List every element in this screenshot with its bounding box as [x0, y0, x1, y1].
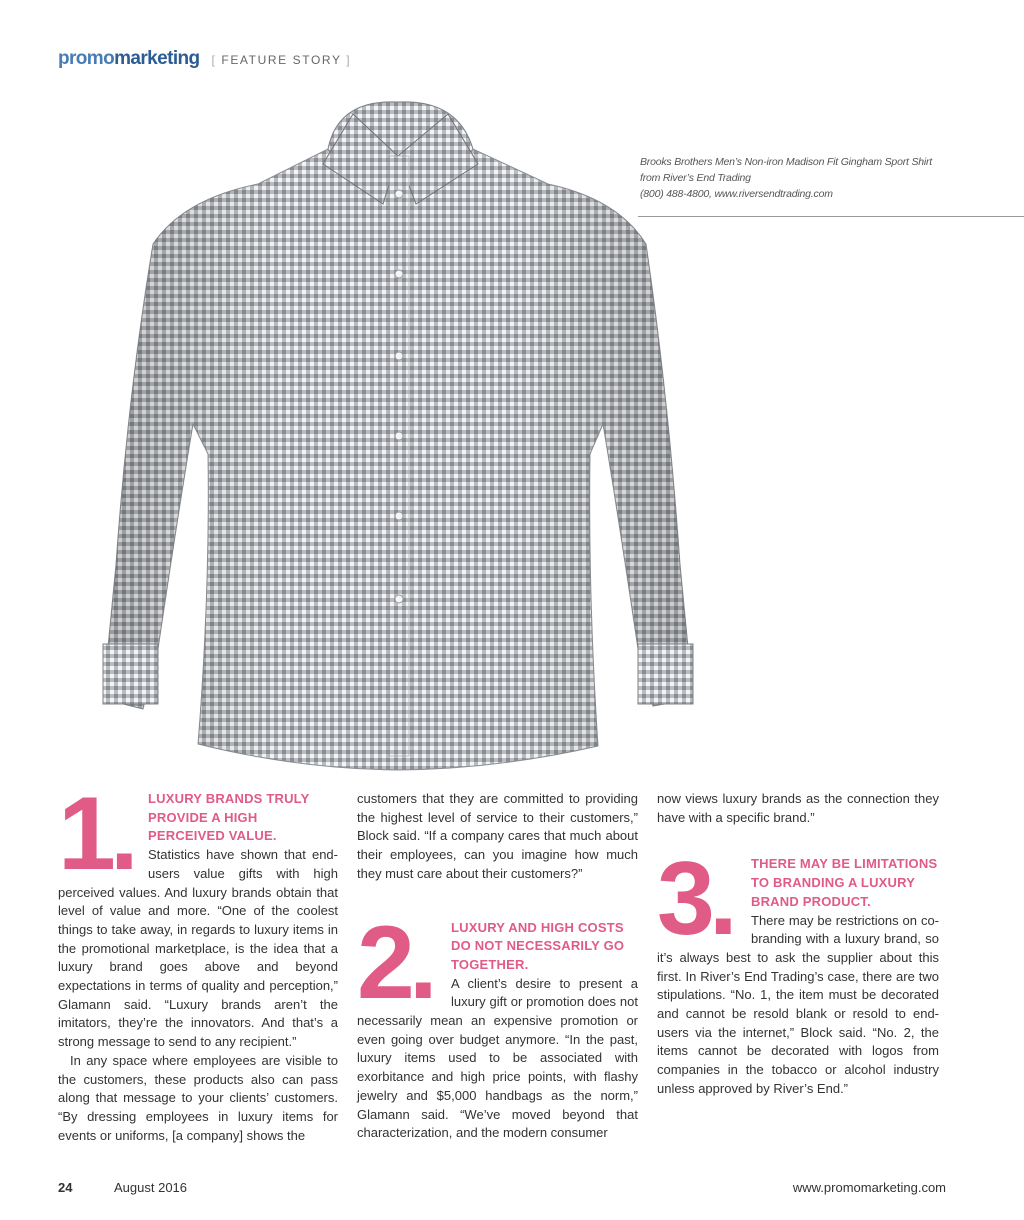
photo-caption — [640, 154, 980, 202]
column-3 — [657, 790, 939, 1099]
section-number-1: 1. — [58, 776, 133, 892]
section-1-paragraph-1: Statistics have shown that end-users value gifts with high perceived values. And luxury brands obtain that level of value and more. “One of the coolest things to take away, in regards to luxury items in the promotional marketplace, is the idea that a luxury brand goes above and beyond expectations in terms of quality and perception,” Glamann said. “Luxury brands aren’t the imitators, they’re the innovators. And that’s a strong message to send to any recipient.” — [58, 847, 338, 1050]
caption-source: from River’s End Trading — [640, 172, 751, 184]
section-number-3: 3. — [657, 841, 732, 958]
issue-date: August 2016 — [114, 1180, 188, 1195]
section-2-continued: now views luxury brands as the connection they have with a specific brand.” — [657, 791, 939, 825]
page-number: 24 — [58, 1180, 73, 1195]
section-heading-1: LUXURY BRANDS TRULY PROVIDE A HIGH PERCEIVED VALUE. — [148, 791, 310, 844]
section-heading-2: LUXURY AND HIGH COSTS DO NOT NECESSARILY GO TOGETHER. — [451, 919, 625, 972]
caption-divider — [638, 216, 1024, 217]
column-2 — [357, 790, 638, 1143]
section-1-paragraph-2: In any space where employees are visible to the customers, these products also can pass along that message to your clients’ customers. “By dressing employees in luxury items for events or uniforms, [a company] shows the — [58, 1052, 338, 1143]
logo-marketing: marketing — [114, 48, 200, 69]
section-2-paragraph-1: A client’s desire to present a luxury gift or promotion does not necessarily mean an expensive promotion or even going over budget anymore. “In the past, luxury items used to be associated with exorbitance and high price points, with flashy jewelry and $5,000 handbags as the norm,” Glamann said. “We’ve moved beyond that characterization, and the modern consumer — [357, 975, 638, 1141]
caption-contact: (800) 488-4800, www.riversendtrading.com — [640, 188, 833, 200]
column-1 — [58, 776, 338, 1145]
section-label: [ FEATURE STORY ] — [211, 53, 352, 67]
website-url: www.promomarketing.com — [792, 1180, 946, 1195]
caption-product: Brooks Brothers Men’s Non-iron Madison Fit Gingham Sport Shirt — [640, 156, 933, 168]
gingham-shirt-image — [98, 94, 708, 774]
section-1-continued: customers that they are committed to providing the highest level of service to their customers,” Block said. “If a company cares that much about their employees, can you imagine how much they must care about their customers?” — [357, 791, 638, 881]
masthead — [58, 48, 351, 70]
promomarketing-logo — [58, 48, 200, 70]
logo-promo: promo — [58, 48, 115, 69]
section-heading-3: THERE MAY BE LIMITATIONS TO BRANDING A LUXURY BRAND PRODUCT. — [751, 856, 938, 909]
section-3-paragraph-1: There may be restrictions on co-branding with a luxury brand, so it’s always best to ask the supplier about this first. In River’s End Trading’s case, there are two stipulations. “No. 1, the item must be decorated and cannot be resold blank or resold to end-users via the internet,” Block said. “No. 2, the items cannot be decorated with logos from companies in the tobacco or alcohol industry unless approved by River’s End.” — [657, 912, 939, 1096]
section-number-2: 2. — [357, 904, 432, 1021]
